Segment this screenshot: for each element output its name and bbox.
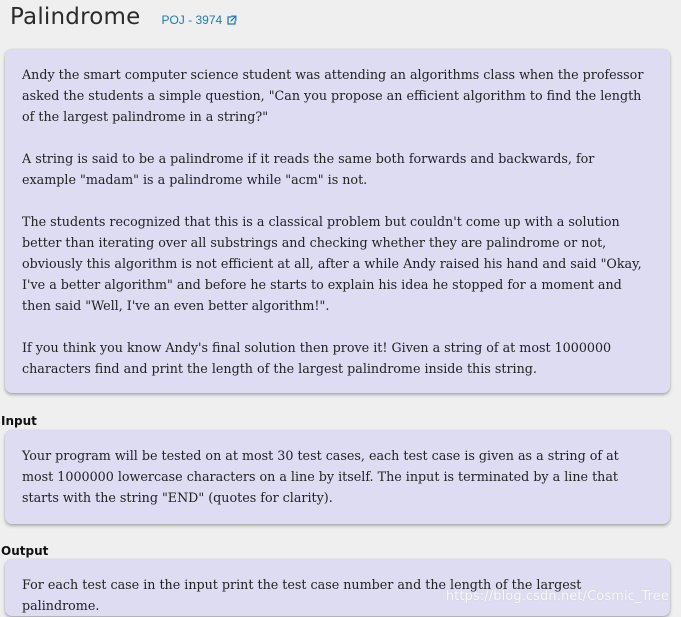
input-heading: Input (1, 414, 37, 428)
description-paragraph: The students recognized that this is a classical problem but couldn't come up with a solution better than iterating over all substrings and checking whether they are palindrome or not, obviously this algorithm is not efficient at all, after a while Andy raised his hand and said "Okay, I've a better algorithm" and before he starts to explain his idea he stopped for a moment and then said "Well, I've an even better algorithm!". (22, 214, 642, 313)
page-title: Palindrome (10, 4, 141, 30)
description-panel (5, 49, 670, 393)
source-link-label: POJ - 3974 (161, 13, 223, 27)
watermark: https://blog.csdn.net/Cosmic_Tree (445, 589, 669, 604)
description-paragraph: Andy the smart computer science student was attending an algorithms class when the professor asked the students a simple question, "Can you propose an efficient algorithm to find the length of the largest palindrome in a string?" (22, 67, 644, 124)
problem-header (10, 4, 237, 34)
output-heading: Output (1, 544, 49, 558)
output-panel (5, 559, 670, 616)
input-description: Your program will be tested on at most 30 test cases, each test case is given as a string of at most 1000000 lowercase characters on a line by itself. The input is terminated by a line that starts with the string "END" (quotes for clarity). (22, 448, 619, 505)
input-panel (5, 430, 670, 524)
output-description: For each test case in the input print the test case number and the length of the largest palindrome. (22, 577, 582, 613)
description-paragraph: If you think you know Andy's final solution then prove it! Given a string of at most 1000000 characters find and print the length of the largest palindrome inside this string. (22, 340, 612, 376)
source-link[interactable] (161, 13, 237, 27)
external-link-icon (226, 15, 237, 26)
description-paragraph: A string is said to be a palindrome if it reads the same both forwards and backwards, for example "madam" is a palindrome while "acm" is not. (22, 151, 595, 187)
